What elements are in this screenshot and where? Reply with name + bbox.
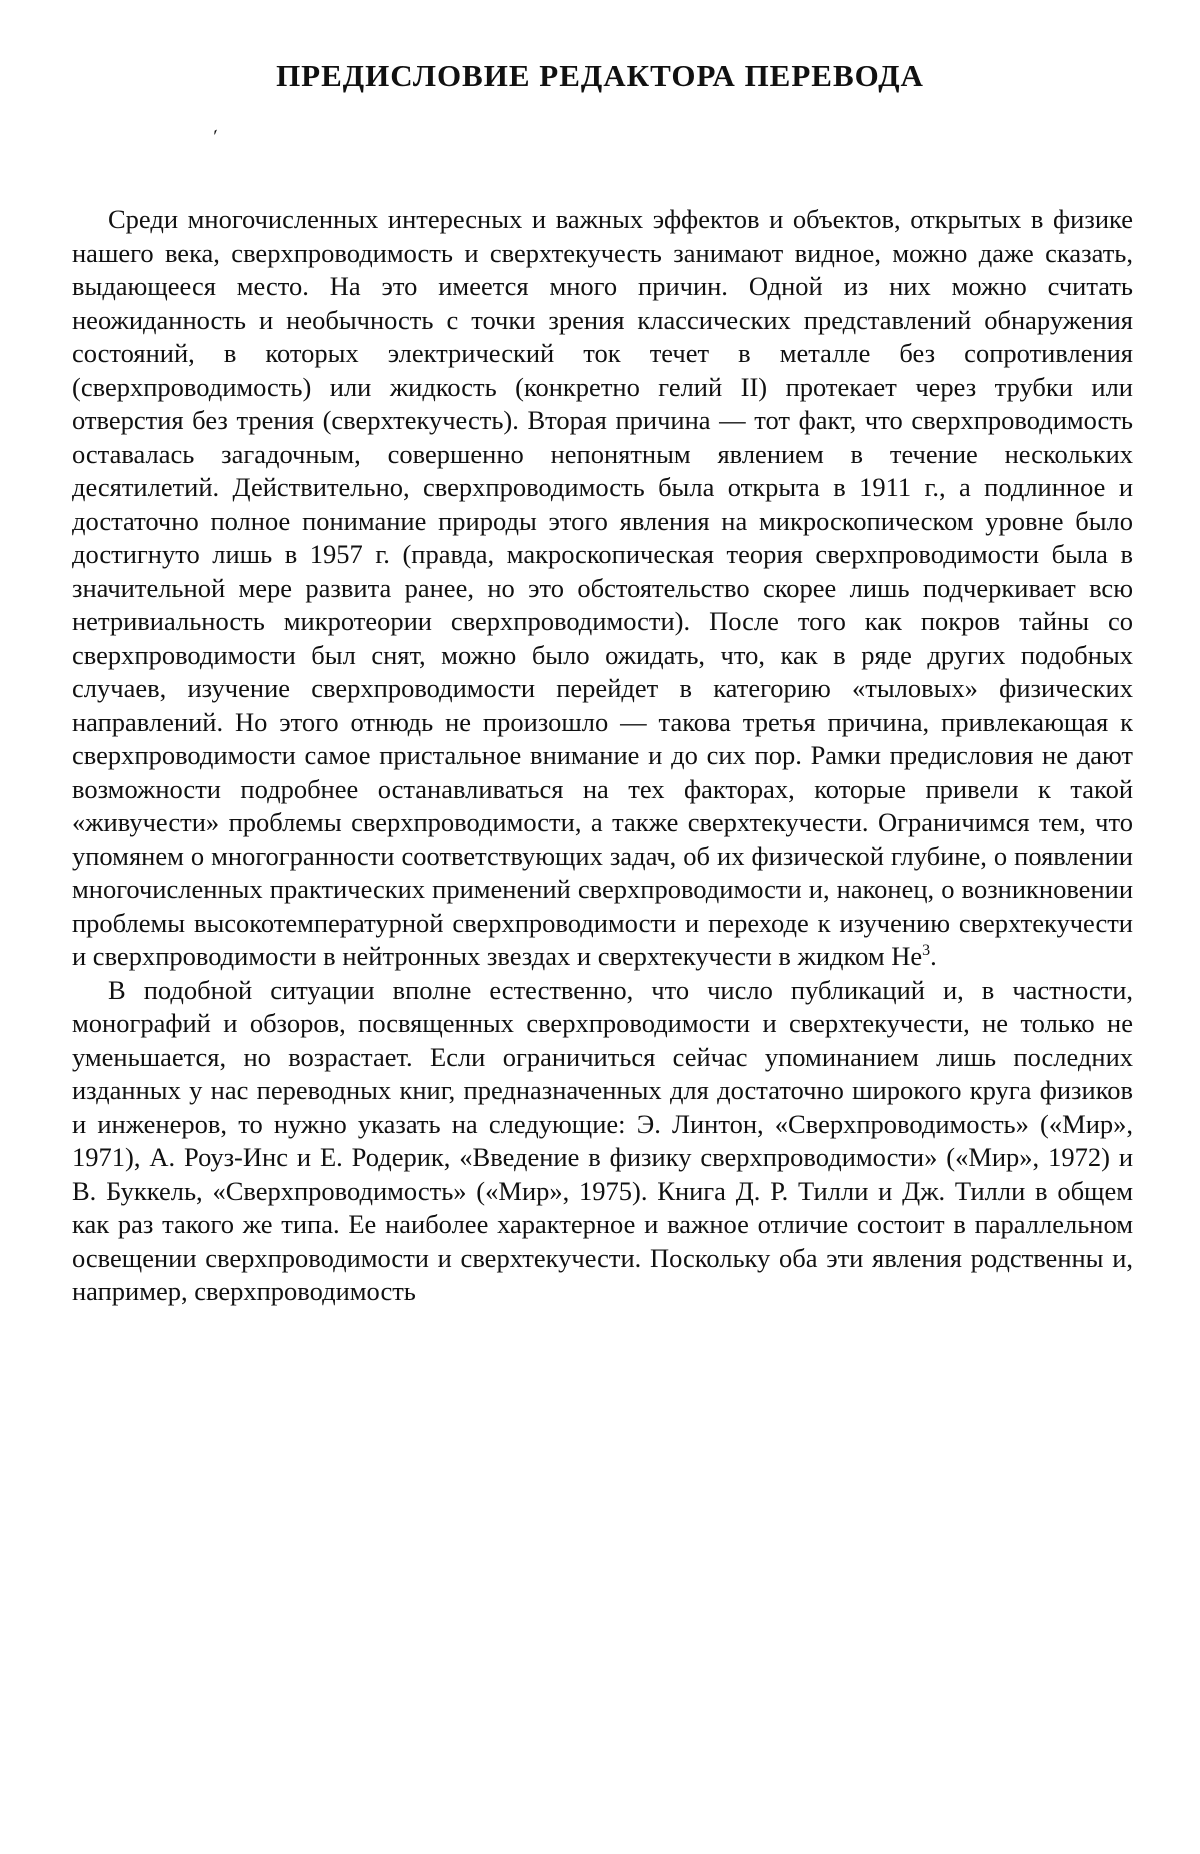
paragraph-1-text: Среди многочисленных интересных и важных эффектов и объектов, открытых в физике нашего века, сверхпроводимость и сверхтекучесть занимают видное, можно даже сказать, выдающееся место. На это имеется много причин. Одной из них можно считать неожиданность и необычность с точки зрения классических представлений обнаружения состояний, в которых электрический ток течет в металле без сопротивления (сверхпроводимость) или жидкость (конкретно гелий II) протекает через трубки или отверстия без трения (сверхтекучесть). Вторая причина — тот факт, что сверхпроводимость оставалась загадочным, совершенно непонятным явлением в течение нескольких десятилетий. Действительно, сверхпроводимость была открыта в 1911 г., а подлинное и достаточно полное понимание природы этого явления на микроскопическом уровне было достигнуто лишь в 1957 г. (правда, макроскопическая теория сверхпроводимости была в значительной мере развита ранее, но это обстоятельство скорее лишь подчеркивает всю нетривиальность микротеории сверхпроводимости). После того как покров тайны со сверхпроводимости был снят, можно было ожидать, что, как в ряде других подобных случаев, изучение сверхпроводимости перейдет в категорию «тыловых» физических направлений. Но этого отнюдь не произошло — такова третья причина, привлекающая к сверхпроводимости самое пристальное внимание и до сих пор. Рамки предисловия не дают возможности подробнее останавливаться на тех факторах, которые привели к такой «живучести» проблемы сверхпроводимости, а также сверхтекучести. Ограничимся тем, что упомянем о многогранности соответствующих задач, об их физической глубине, о появлении многочисленных практических применений сверхпроводимости и, наконец, о возникновении проблемы высокотемпературной сверхпроводимости и переходе к изучению сверхтекучести и сверхпроводимости в нейтронных звездах и сверхтекучести в жидком He (72, 204, 1133, 971)
body-text (72, 203, 1133, 1309)
page-title: ПРЕДИСЛОВИЕ РЕДАКТОРА ПЕРЕВОДА (276, 58, 924, 93)
paragraph-2: В подобной ситуации вполне естественно, что число публикаций и, в частности, монографий и обзоров, посвященных сверхпроводимости и сверхтекучести, не только не уменьшается, но возрастает. Если ограничиться сейчас упоминанием лишь последних изданных у нас переводных книг, предназначенных для достаточно широкого круга физиков и инженеров, то нужно указать на следующие: Э. Линтон, «Сверхпроводимость» («Мир», 1971), А. Роуз-Инс и Е. Родерик, «Введение в физику сверхпроводимости» («Мир», 1972) и В. Буккель, «Сверхпроводимость» («Мир», 1975). Книга Д. Р. Тилли и Дж. Тилли в общем как раз такого же типа. Ее наиболее характерное и важное отличие состоит в параллельном освещении сверхпроводимости и сверхтекучести. Поскольку оба эти явления родственны и, например, сверхпроводимость (72, 974, 1133, 1306)
paragraph-1-end: . (930, 941, 937, 971)
stray-mark: ´ (208, 124, 228, 151)
helium-isotope-superscript: 3 (922, 942, 931, 960)
paragraph-1 (72, 203, 1133, 974)
